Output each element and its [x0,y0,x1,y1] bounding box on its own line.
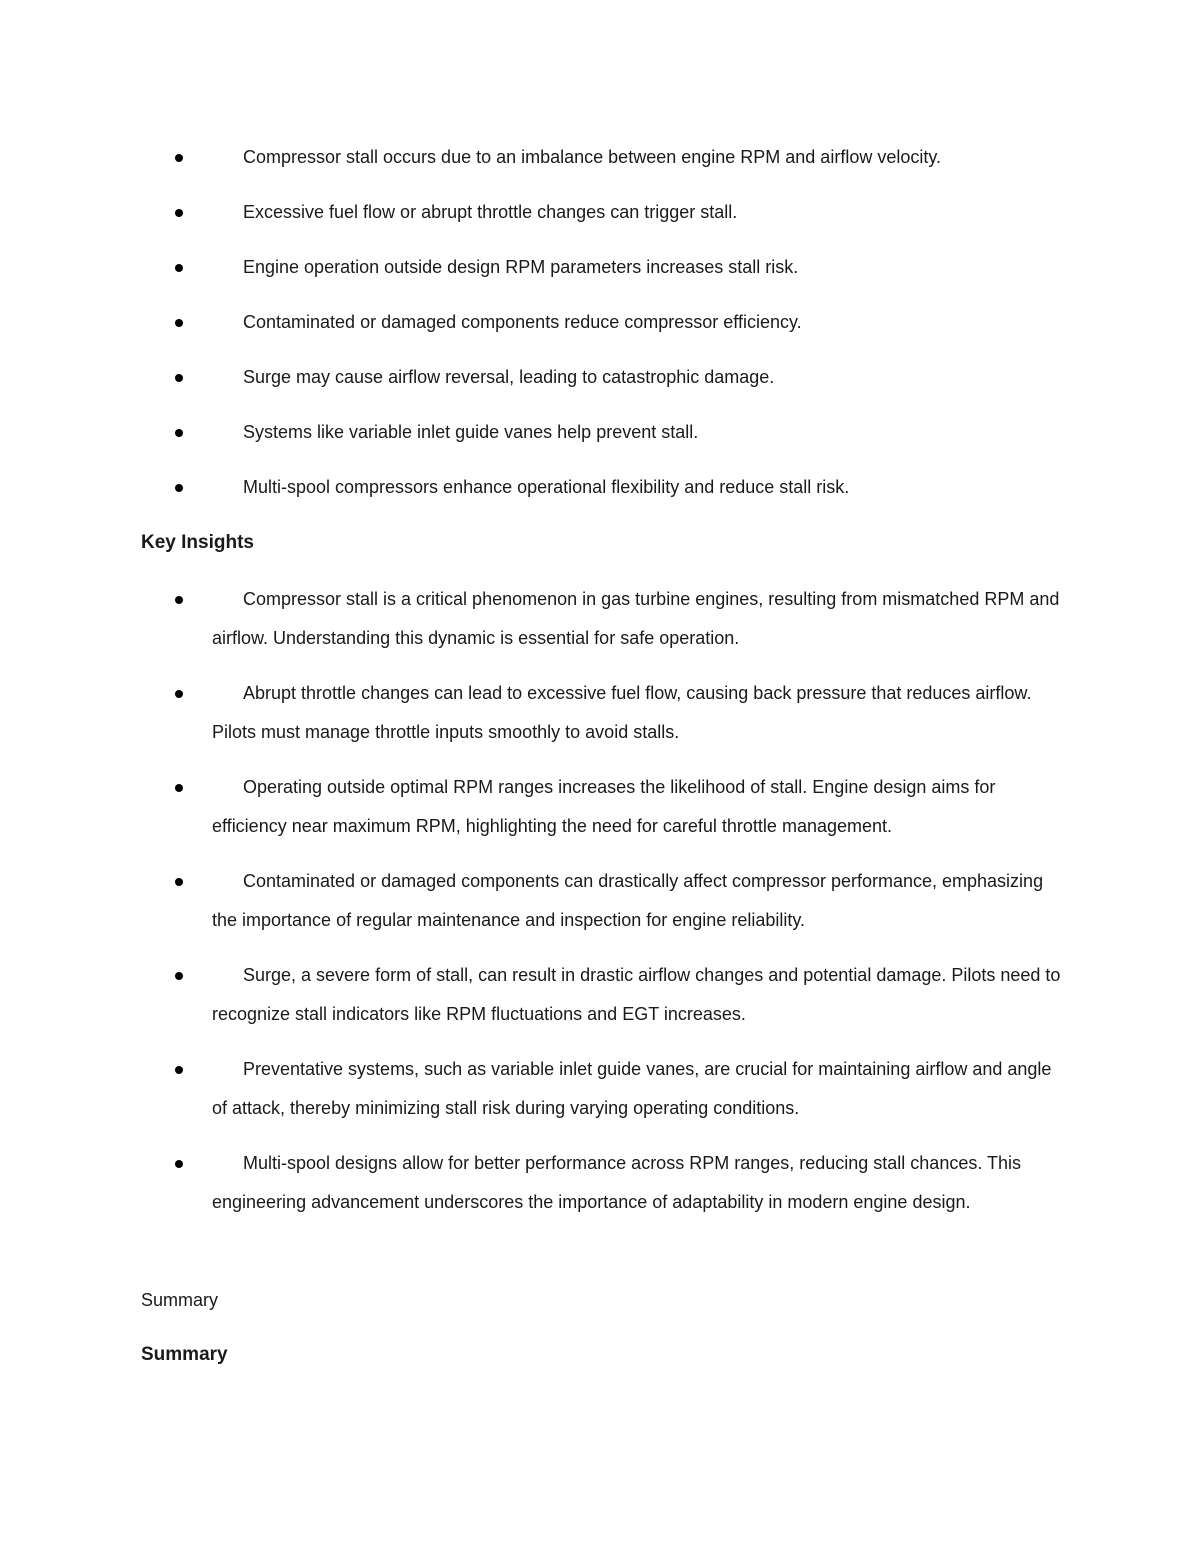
bullet-icon [175,264,183,272]
list-item [0,248,1200,287]
list-item-text: Surge, a severe form of stall, can result in drastic airflow changes and potential damage. Pilots need to recognize stall indicators like RPM fluctuations and EGT increases. [212,965,1061,1024]
bullet-icon [175,209,183,217]
list-item-text: Compressor stall occurs due to an imbalance between engine RPM and airflow velocity. [243,147,942,167]
list-item [0,580,1200,658]
bullet-icon [175,596,183,604]
list-item-text: Multi-spool designs allow for better performance across RPM ranges, reducing stall chances. This engineering advancement underscores the importance of adaptability in modern engine design. [212,1153,1022,1212]
list-item [0,956,1200,1034]
bullet-icon [175,429,183,437]
list-item [0,468,1200,507]
summary-paragraph: Summary [141,1290,219,1310]
list-item-text: Multi-spool compressors enhance operational flexibility and reduce stall risk. [243,477,850,497]
bullet-icon [175,1066,183,1074]
bullet-icon [175,878,183,886]
list-item-text: Engine operation outside design RPM parameters increases stall risk. [243,257,799,277]
bullet-icon [175,972,183,980]
list-item-text: Operating outside optimal RPM ranges increases the likelihood of stall. Engine design aims for efficiency near maximum RPM, highlighting the need for careful throttle management. [212,777,996,836]
list-item-text: Systems like variable inlet guide vanes help prevent stall. [243,422,699,442]
list-item [0,303,1200,342]
list-item-text: Abrupt throttle changes can lead to excessive fuel flow, causing back pressure that reduces airflow. Pilots must manage throttle inputs smoothly to avoid stalls. [212,683,1032,742]
summary-heading: Summary [141,1344,228,1365]
list-item [0,413,1200,452]
bullet-icon [175,1160,183,1168]
list-item [0,138,1200,177]
list-item-text: Excessive fuel flow or abrupt throttle changes can trigger stall. [243,202,738,222]
bullet-icon [175,319,183,327]
bullet-icon [175,690,183,698]
key-insights-heading: Key Insights [141,532,254,553]
list-item [0,862,1200,940]
list-item [0,193,1200,232]
list-item [0,768,1200,846]
bullet-icon [175,374,183,382]
bullet-icon [175,484,183,492]
list-item [0,674,1200,752]
bullet-icon [175,784,183,792]
list-item-text: Compressor stall is a critical phenomenon in gas turbine engines, resulting from mismatched RPM and airflow. Understanding this dynamic is essential for safe operation. [212,589,1060,648]
bullet-icon [175,154,183,162]
list-item-text: Preventative systems, such as variable inlet guide vanes, are crucial for maintaining airflow and angle of attack, thereby minimizing stall risk during varying operating conditions. [212,1059,1052,1118]
key-insights-list [0,580,1200,1238]
top-bullet-list [0,138,1200,523]
list-item-text: Contaminated or damaged components can drastically affect compressor performance, emphasizing the importance of regular maintenance and inspection for engine reliability. [212,871,1044,930]
list-item [0,1144,1200,1222]
list-item [0,358,1200,397]
list-item-text: Contaminated or damaged components reduce compressor efficiency. [243,312,802,332]
list-item [0,1050,1200,1128]
list-item-text: Surge may cause airflow reversal, leading to catastrophic damage. [243,367,775,387]
